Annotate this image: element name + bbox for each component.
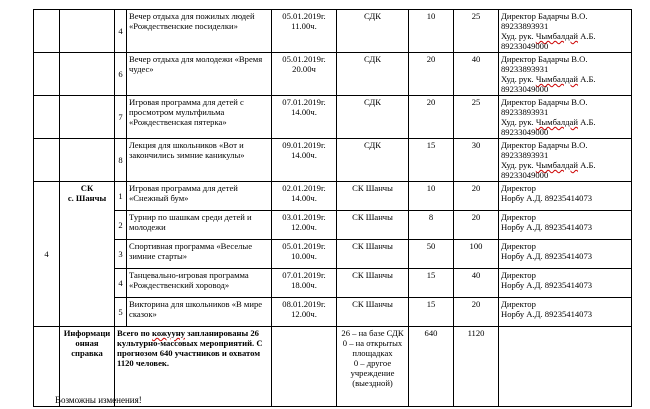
table-body [34, 10, 632, 407]
event-time: 11.00ч. [291, 21, 317, 31]
responsible-person: Директор Норбу А.Д. 89235414073 [499, 240, 632, 269]
section-title: СК с. Шанчы [60, 182, 115, 327]
responsible-director: Директор Бадарчы В.О. 89233893931 [501, 54, 588, 74]
coverage-count: 40 [454, 269, 499, 298]
empty-cell [34, 139, 60, 182]
event-datetime: 03.01.2019г. 12.00ч. [272, 211, 337, 240]
event-name: Игровая программа для детей «Снежный бум» [127, 182, 272, 211]
responsible-person: Директор Норбу А.Д. 89235414073 [499, 211, 632, 240]
event-time: 14.00ч. [291, 107, 317, 117]
participants-count: 15 [409, 298, 454, 327]
responsible-person: Директор Норбу А.Д. 89235414073 [499, 182, 632, 211]
responsible-person [499, 10, 632, 53]
table-row [34, 53, 632, 96]
summary-places: 26 – на базе СДК 0 – на открытых площадках 0 – другое учреждение (выездной) [337, 327, 409, 407]
event-datetime: 05.01.2019г. 10.00ч. [272, 240, 337, 269]
event-date: 05.01.2019г. [282, 11, 326, 21]
table-row [34, 96, 632, 139]
table-row [34, 240, 632, 269]
event-datetime [272, 96, 337, 139]
empty-cell [60, 139, 115, 182]
event-name: Вечер отдыха для пожилых людей «Рождественские посиделки» [127, 10, 272, 53]
row-number: 4 [115, 10, 127, 53]
event-name: Спортивная программа «Веселые зимние старты» [127, 240, 272, 269]
responsible-director: Директор Бадарчы В.О. 89233893931 [501, 11, 588, 31]
coverage-count: 30 [454, 139, 499, 182]
row-number: 5 [115, 298, 127, 327]
table-row [34, 298, 632, 327]
event-datetime [272, 53, 337, 96]
coverage-count: 25 [454, 96, 499, 139]
event-time: 14.00ч. [291, 150, 317, 160]
responsible-person [499, 139, 632, 182]
empty-cell [34, 96, 60, 139]
event-place: СДК [337, 10, 409, 53]
empty-cell [34, 10, 60, 53]
event-datetime [272, 139, 337, 182]
table-row [34, 10, 632, 53]
event-datetime: 07.01.2019г. 18.00ч. [272, 269, 337, 298]
coverage-count: 25 [454, 10, 499, 53]
participants-count: 15 [409, 139, 454, 182]
event-date: 09.01.2019г. [282, 140, 326, 150]
summary-participants: 640 [409, 327, 454, 407]
empty-cell [60, 10, 115, 53]
participants-count: 10 [409, 182, 454, 211]
participants-count: 20 [409, 96, 454, 139]
table-row [34, 139, 632, 182]
responsible-art-head: Худ. рук. Чымбалдай А.Б. 89233049000 [501, 31, 596, 51]
coverage-count: 40 [454, 53, 499, 96]
event-place: СК Шанчы [337, 211, 409, 240]
row-number: 7 [115, 96, 127, 139]
event-name: Танцевально-игровая программа «Рождественский хоровод» [127, 269, 272, 298]
event-time: 20.00ч [292, 64, 316, 74]
table-row [34, 182, 632, 211]
event-date: 05.01.2019г. [282, 54, 326, 64]
responsible-art-head: Худ. рук. Чымбалдай А.Б. 89233049000 [501, 160, 596, 180]
row-number: 1 [115, 182, 127, 211]
empty-cell [34, 53, 60, 96]
event-place: СК Шанчы [337, 298, 409, 327]
responsible-director: Директор Бадарчы В.О. 89233893931 [501, 97, 588, 117]
coverage-count: 20 [454, 298, 499, 327]
section-number: 4 [34, 182, 60, 327]
event-place: СДК [337, 53, 409, 96]
footer-note: Возможны изменения! [55, 395, 142, 405]
coverage-count: 20 [454, 182, 499, 211]
table-row [34, 269, 632, 298]
event-place: СДК [337, 96, 409, 139]
responsible-person: Директор Норбу А.Д. 89235414073 [499, 269, 632, 298]
participants-count: 10 [409, 10, 454, 53]
participants-count: 8 [409, 211, 454, 240]
event-place: СК Шанчы [337, 240, 409, 269]
summary-label: Информаци онная справка [60, 327, 115, 407]
summary-coverage: 1120 [454, 327, 499, 407]
row-number: 8 [115, 139, 127, 182]
row-number: 2 [115, 211, 127, 240]
event-name: Лекция для школьников «Вот и закончились зимние каникулы» [127, 139, 272, 182]
events-table [33, 9, 632, 407]
responsible-director: Директор Бадарчы В.О. 89233893931 [501, 140, 588, 160]
event-date: 07.01.2019г. [282, 97, 326, 107]
row-number: 3 [115, 240, 127, 269]
event-name: Викторина для школьников «В мире сказок» [127, 298, 272, 327]
empty-cell [272, 327, 337, 407]
event-datetime: 02.01.2019г. 14.00ч. [272, 182, 337, 211]
responsible-art-head: Худ. рук. Чымбалдай А.Б. 89233049000 [501, 117, 596, 137]
event-name: Игровая программа для детей с просмотром мультфильма «Рождественская пятерка» [127, 96, 272, 139]
event-place: СК Шанчы [337, 182, 409, 211]
row-number: 4 [115, 269, 127, 298]
event-datetime [272, 10, 337, 53]
responsible-person [499, 53, 632, 96]
responsible-person: Директор Норбу А.Д. 89235414073 [499, 298, 632, 327]
table-row [34, 211, 632, 240]
participants-count: 20 [409, 53, 454, 96]
empty-cell [60, 53, 115, 96]
coverage-count: 20 [454, 211, 499, 240]
summary-text: Всего по кожууну запланированы 26 культурно-массовых мероприятий. С прогнозом 640 участников и охватом 1120 человек. [115, 327, 272, 407]
empty-cell [60, 96, 115, 139]
event-datetime: 08.01.2019г. 12.00ч. [272, 298, 337, 327]
event-name: Вечер отдыха для молодежи «Время чудес» [127, 53, 272, 96]
event-place: СДК [337, 139, 409, 182]
participants-count: 15 [409, 269, 454, 298]
participants-count: 50 [409, 240, 454, 269]
responsible-art-head: Худ. рук. Чымбалдай А.Б. 89233049000 [501, 74, 596, 94]
event-place: СК Шанчы [337, 269, 409, 298]
event-name: Турнир по шашкам среди детей и молодежи [127, 211, 272, 240]
coverage-count: 100 [454, 240, 499, 269]
row-number: 6 [115, 53, 127, 96]
empty-cell [499, 327, 632, 407]
responsible-person [499, 96, 632, 139]
